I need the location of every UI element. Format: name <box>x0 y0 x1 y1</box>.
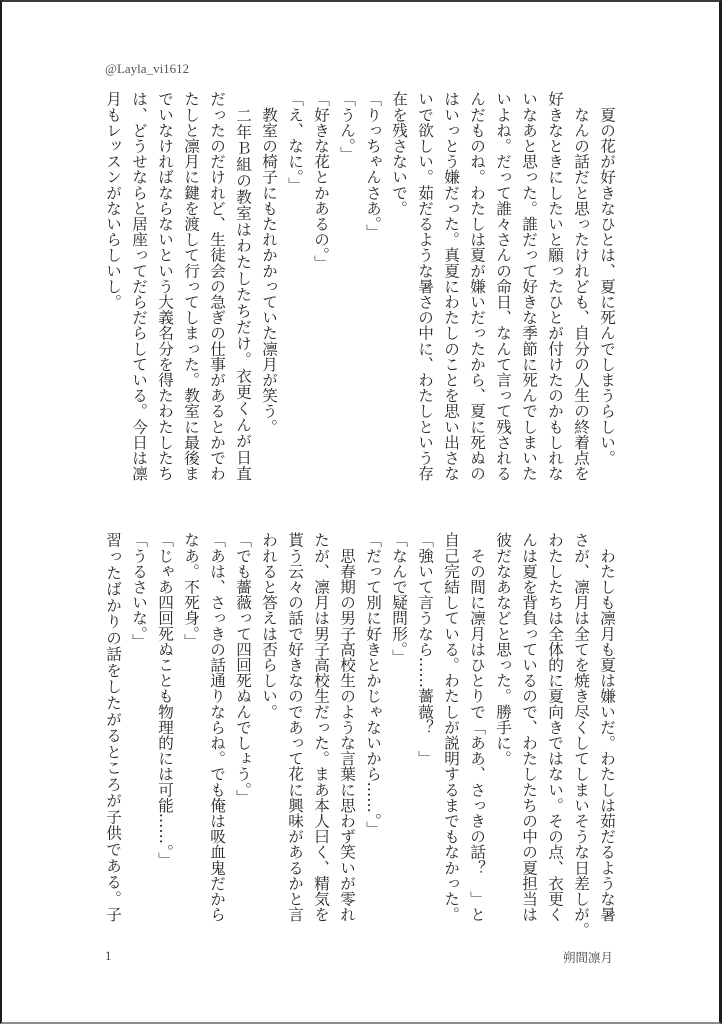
dialogue-column: 「でも薔薇って四回死ぬんでしょう。」 <box>234 532 252 805</box>
dialogue-column: 「なんで疑問形。」 <box>390 532 408 665</box>
text-column: はいっとう嫌だった。真夏にわたしのことを思い出さな <box>442 91 460 481</box>
text-column: 夏の花が好きなひとは、夏に死んでしまうらしい。 <box>598 91 616 466</box>
author-handle: @Layla_vi1612 <box>105 61 190 76</box>
text-column: たしと凛月に鍵を渡して行ってしまった。教室に最後ま <box>182 91 200 481</box>
dialogue-column: 「え、なに。」 <box>286 91 304 193</box>
text-column: だったのだけれど、生徒会の急ぎの仕事があるとかでわ <box>208 91 226 481</box>
dialogue-column: 「強いて言うなら……薔薇？ 」 <box>416 532 434 766</box>
text-column: 月もレッスンがないらしいし。 <box>104 91 122 310</box>
dialogue-column: なあ。不死身。」 <box>182 532 200 649</box>
text-block-lower <box>100 532 620 938</box>
text-column: 自己完結している。わたしが説明するまでもなかった。 <box>442 532 460 922</box>
text-column: たが、凛月は男子高校生だった。まあ本人曰く、精気を <box>312 532 330 922</box>
text-column: でいなければならないという大義名分を得たわたしたち <box>156 91 174 481</box>
page-number: 1 <box>105 948 112 963</box>
text-block-upper <box>100 91 620 481</box>
text-column: なんの話だと思ったけれども、自分の人生の終着点を <box>572 91 590 481</box>
text-column: いよね。だって誰々さんの命日、なんて言って残される <box>494 91 512 481</box>
dialogue-column: 「じゃあ四回死ぬことも物理的には可能……。」 <box>156 532 174 868</box>
text-column: 在を残さないで。 <box>390 91 408 216</box>
text-column: その間に凛月はひとりで「ああ、さっきの話？ 」と <box>468 532 486 922</box>
dialogue-column: 「あは、さっきの話通りならね。でも俺は吸血鬼だから <box>208 532 226 922</box>
text-column: わたしたちは全体的に夏向きではない。その点、衣更く <box>546 532 564 922</box>
text-column: 習ったばかりの話をしたがるところが子供である。子 <box>104 532 122 922</box>
dialogue-column: 「好きな花とかあるの。」 <box>312 91 330 271</box>
text-column: いで欲しい。茹だるような暑さの中に、わたしという存 <box>416 91 434 481</box>
text-column: 二年Ｂ組の教室はわたしたちだけ。衣更くんが日直 <box>234 91 252 481</box>
text-column: 思春期の男子高校生のような言葉に思わず笑いが零れ <box>338 532 356 922</box>
dialogue-column: 「うるさいな。」 <box>130 532 148 649</box>
text-column: 教室の椅子にもたれかかっていた凛月が笑う。 <box>260 91 278 435</box>
dialogue-column: 「うん。」 <box>338 91 356 162</box>
text-column: んは夏を背負っているので、わたしたちの中の夏担当は <box>520 532 538 922</box>
character-name: 朔間凛月 <box>563 951 614 965</box>
text-column: われると答えは否らしい。 <box>260 532 278 720</box>
text-column: 好きなときにしたいと願ったひとが付けたのかもしれな <box>546 91 564 481</box>
dialogue-column: 「りっちゃんさあ。」 <box>364 91 382 240</box>
text-column: わたしも凛月も夏は嫌いだ。わたしは茹だるような暑 <box>598 532 616 922</box>
text-column: いなあと思った。誰だって好きな季節に死んでしまいた <box>520 91 538 481</box>
text-column: さが、凛月は全てを焼き尽くしてしまいそうな日差しが。 <box>572 532 590 938</box>
text-column: んだものね。わたしは夏が嫌いだったから、夏に死ぬの <box>468 91 486 481</box>
dialogue-column: 「だって別に好きとかじゃないから……。」 <box>364 532 382 837</box>
text-column: 彼だなあなどと思った。勝手に。 <box>494 532 512 766</box>
text-column: は、どうせならと居座ってだらだらしている。今日は凛 <box>130 91 148 481</box>
text-column: 貰う云々の話で好きなのであって花に興味があるかと言 <box>286 532 304 922</box>
